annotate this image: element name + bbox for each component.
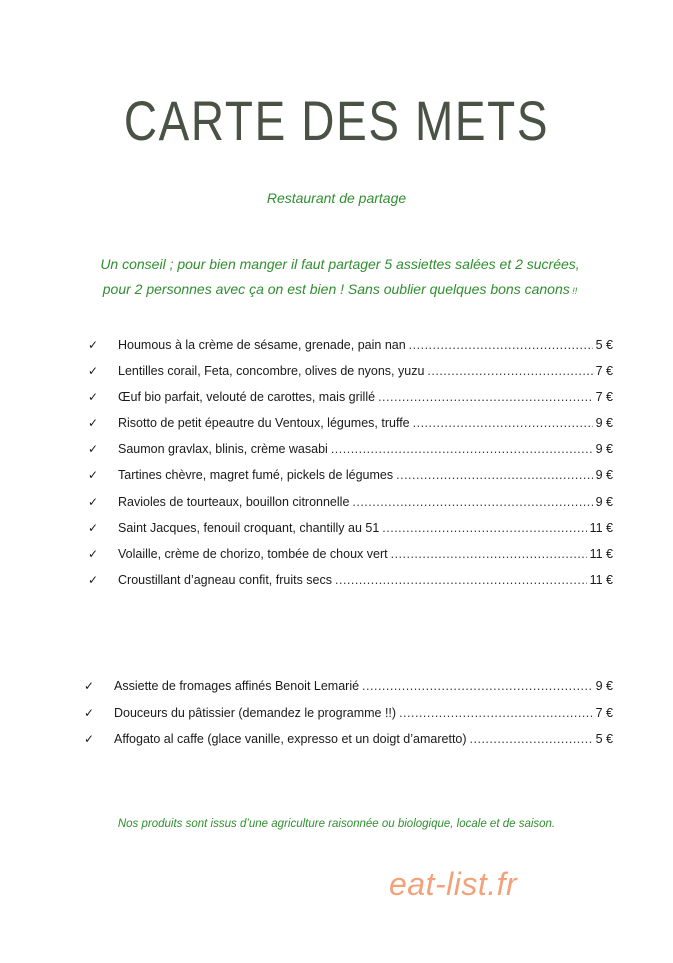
menu-item <box>88 573 613 599</box>
check-mark-icon: ✓ <box>88 468 99 483</box>
menu-item-name: Œuf bio parfait, velouté de carottes, mais grillé <box>118 390 376 405</box>
menu-item <box>88 442 613 468</box>
menu-item-name: Risotto de petit épeautre du Ventoux, légumes, truffe <box>118 416 410 431</box>
menu-item-price: 11 € <box>589 520 613 535</box>
check-mark-icon: ✓ <box>84 679 95 693</box>
dot-leader <box>427 364 592 378</box>
restaurant-subtitle: Restaurant de partage <box>266 190 407 206</box>
desserts-menu <box>84 679 613 759</box>
dot-leader <box>391 547 587 561</box>
dot-leader <box>409 338 593 352</box>
menu-item-price: 9 € <box>595 494 613 509</box>
menu-item <box>84 679 613 706</box>
menu-item-price: 5 € <box>595 338 613 352</box>
check-mark-icon: ✓ <box>88 416 99 431</box>
dot-leader <box>382 521 586 535</box>
dot-leader <box>396 468 592 482</box>
menu-item <box>84 732 613 759</box>
dot-leader <box>352 495 592 509</box>
menu-item <box>88 521 613 547</box>
menu-item <box>88 468 613 494</box>
advice-line-2-suffix: !! <box>569 286 578 296</box>
advice-line-2-text: pour 2 personnes avec ça on est bien ! Sans oublier quelques bons canons <box>102 281 570 297</box>
menu-item-name: Assiette de fromages affinés Benoit Lemarié <box>114 679 360 693</box>
dot-leader <box>335 573 587 587</box>
dot-leader <box>470 732 593 746</box>
menu-item-price: 5 € <box>595 732 613 746</box>
menu-item-price: 9 € <box>595 468 613 483</box>
menu-item <box>88 547 613 573</box>
check-mark-icon: ✓ <box>84 732 95 746</box>
menu-item <box>88 390 613 416</box>
menu-item <box>88 364 613 390</box>
page-title: CARTE DES METS <box>123 89 550 152</box>
menu-item-price: 7 € <box>595 705 613 720</box>
check-mark-icon: ✓ <box>88 364 99 379</box>
menu-item-name: Ravioles de tourteaux, bouillon citronnelle <box>118 494 350 509</box>
menu-item-name: Saint Jacques, fenouil croquant, chantilly au 51 <box>118 520 380 535</box>
dot-leader <box>362 679 593 693</box>
check-mark-icon: ✓ <box>88 572 99 587</box>
menu-item-price: 7 € <box>595 390 613 405</box>
check-mark-icon: ✓ <box>88 390 99 405</box>
mains-menu <box>88 338 613 599</box>
check-mark-icon: ✓ <box>88 546 99 561</box>
menu-item <box>84 706 613 733</box>
menu-item-name: Croustillant d’agneau confit, fruits secs <box>118 572 332 587</box>
menu-item-name: Affogato al caffe (glace vanille, expresso et un doigt d’amaretto) <box>114 732 467 746</box>
sourcing-footer: Nos produits sont issus d’une agriculture raisonnée ou biologique, locale et de saison. <box>117 818 556 830</box>
menu-item <box>88 338 613 364</box>
menu-item-name: Saumon gravlax, blinis, crème wasabi <box>118 442 328 457</box>
menu-item-name: Volaille, crème de chorizo, tombée de choux vert <box>118 546 388 561</box>
menu-item-price: 11 € <box>589 546 613 561</box>
menu-item-price: 9 € <box>595 679 613 693</box>
check-mark-icon: ✓ <box>88 520 99 535</box>
menu-item-price: 11 € <box>589 572 613 587</box>
check-mark-icon: ✓ <box>88 338 99 352</box>
menu-item <box>88 495 613 521</box>
menu-item-name: Douceurs du pâtissier (demandez le programme !!) <box>114 705 397 720</box>
menu-item-name: Lentilles corail, Feta, concombre, olives de nyons, yuzu <box>118 364 425 379</box>
advice-line-2 <box>70 277 610 304</box>
dot-leader <box>378 390 593 404</box>
check-mark-icon: ✓ <box>84 705 95 720</box>
menu-item-price: 7 € <box>595 364 613 379</box>
menu-item-name: Tartines chèvre, magret fumé, pickels de légumes <box>118 468 394 483</box>
check-mark-icon: ✓ <box>88 494 99 509</box>
check-mark-icon: ✓ <box>88 442 99 457</box>
dot-leader <box>331 442 593 456</box>
menu-item-name: Houmous à la crème de sésame, grenade, pain nan <box>118 338 406 352</box>
dot-leader <box>413 416 593 430</box>
menu-item-price: 9 € <box>595 416 613 431</box>
dot-leader <box>399 706 593 720</box>
advice-line-1: Un conseil ; pour bien manger il faut partager 5 assiettes salées et 2 sucrées, <box>100 256 580 272</box>
menu-item <box>88 416 613 442</box>
advice-text <box>70 252 610 304</box>
watermark-logo: eat-list.fr <box>389 866 518 902</box>
menu-item-price: 9 € <box>595 442 613 457</box>
